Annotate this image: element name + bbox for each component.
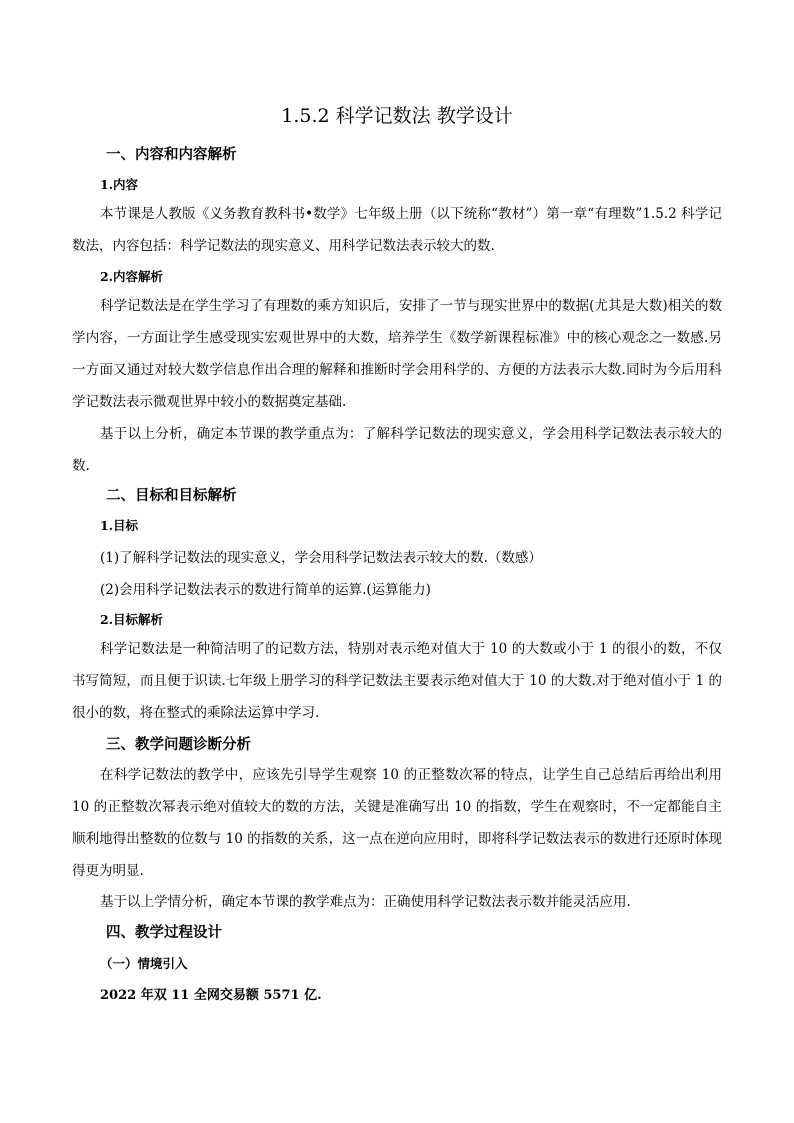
- scenario-statement: 2022 年双 11 全网交易额 5571 亿.: [100, 988, 322, 1003]
- subheading-goal-analysis: 2.目标解析: [100, 612, 164, 627]
- paragraph-goal-analysis: 科学记数法是一种简洁明了的记数方法，特别对表示绝对值大于 10 的大数或小于 1 的很小的数，不仅书写简短，而且便于识读.七年级上册学习的科学记数法主要表示绝对值大于 10 的大数.对于绝对值小于 1 的很小的数，将在整式的乘除法运算中学习.: [72, 641, 722, 721]
- paragraph-diagnosis: 在科学记数法的教学中，应该先引导学生观察 10 的正整数次幂的特点，让学生自己总结后再给出利用 10 的正整数次幂表示绝对值较大的数的方法，关键是准确写出 10 的指数，学生在观察时，不一定都能自主顺利地得出整数的位数与 10 的指数的关系，这一点在逆向应用时，即将科学记数法表示的数进行还原时体现得更为明显.: [72, 767, 722, 879]
- paragraph-key-point: 基于以上分析，确定本节课的教学重点为：了解科学记数法的现实意义，学会用科学记数法表示较大的数.: [72, 426, 722, 474]
- section-heading-content: 一、内容和内容解析: [106, 146, 237, 163]
- section-heading-process: 四、教学过程设计: [106, 924, 222, 941]
- subheading-scenario: （一）情境引入: [100, 956, 188, 971]
- subheading-content-analysis: 2.内容解析: [100, 269, 164, 284]
- paragraph-content-intro: 本节课是人教版《义务教育教科书•数学》七年级上册（以下统称“教材”）第一章“有理数”1.5.2 科学记数法，内容包括：科学记数法的现实意义、用科学记数法表示较大的数.: [72, 206, 722, 254]
- paragraph-content-analysis: 科学记数法是在学生学习了有理数的乘方知识后，安排了一节与现实世界中的数据(尤其是大数)相关的数学内容，一方面让学生感受现实宏观世界中的大数，培养学生《数学新课程标准》中的核心观念之一数感.另一方面又通过对较大数学信息作出合理的解释和推断时学会用科学的、方便的方法表示大数.同时为今后用科学记数法表示微观世界中较小的数据奠定基础.: [72, 298, 722, 410]
- paragraph-difficulty: 基于以上学情分析，确定本节课的教学难点为：正确使用科学记数法表示数并能灵活应用.: [100, 894, 631, 910]
- subheading-content: 1.内容: [100, 177, 139, 192]
- section-heading-goals: 二、目标和目标解析: [106, 487, 237, 504]
- goal-item-2: (2)会用科学记数法表示的数进行简单的运算.(运算能力): [100, 582, 431, 598]
- document-title: 1.5.2 科学记数法 教学设计: [281, 105, 513, 127]
- subheading-goals: 1.目标: [100, 518, 139, 533]
- goal-item-1: (1)了解科学记数法的现实意义，学会用科学记数法表示较大的数.（数感）: [100, 550, 542, 566]
- section-heading-diagnosis: 三、教学问题诊断分析: [106, 736, 251, 753]
